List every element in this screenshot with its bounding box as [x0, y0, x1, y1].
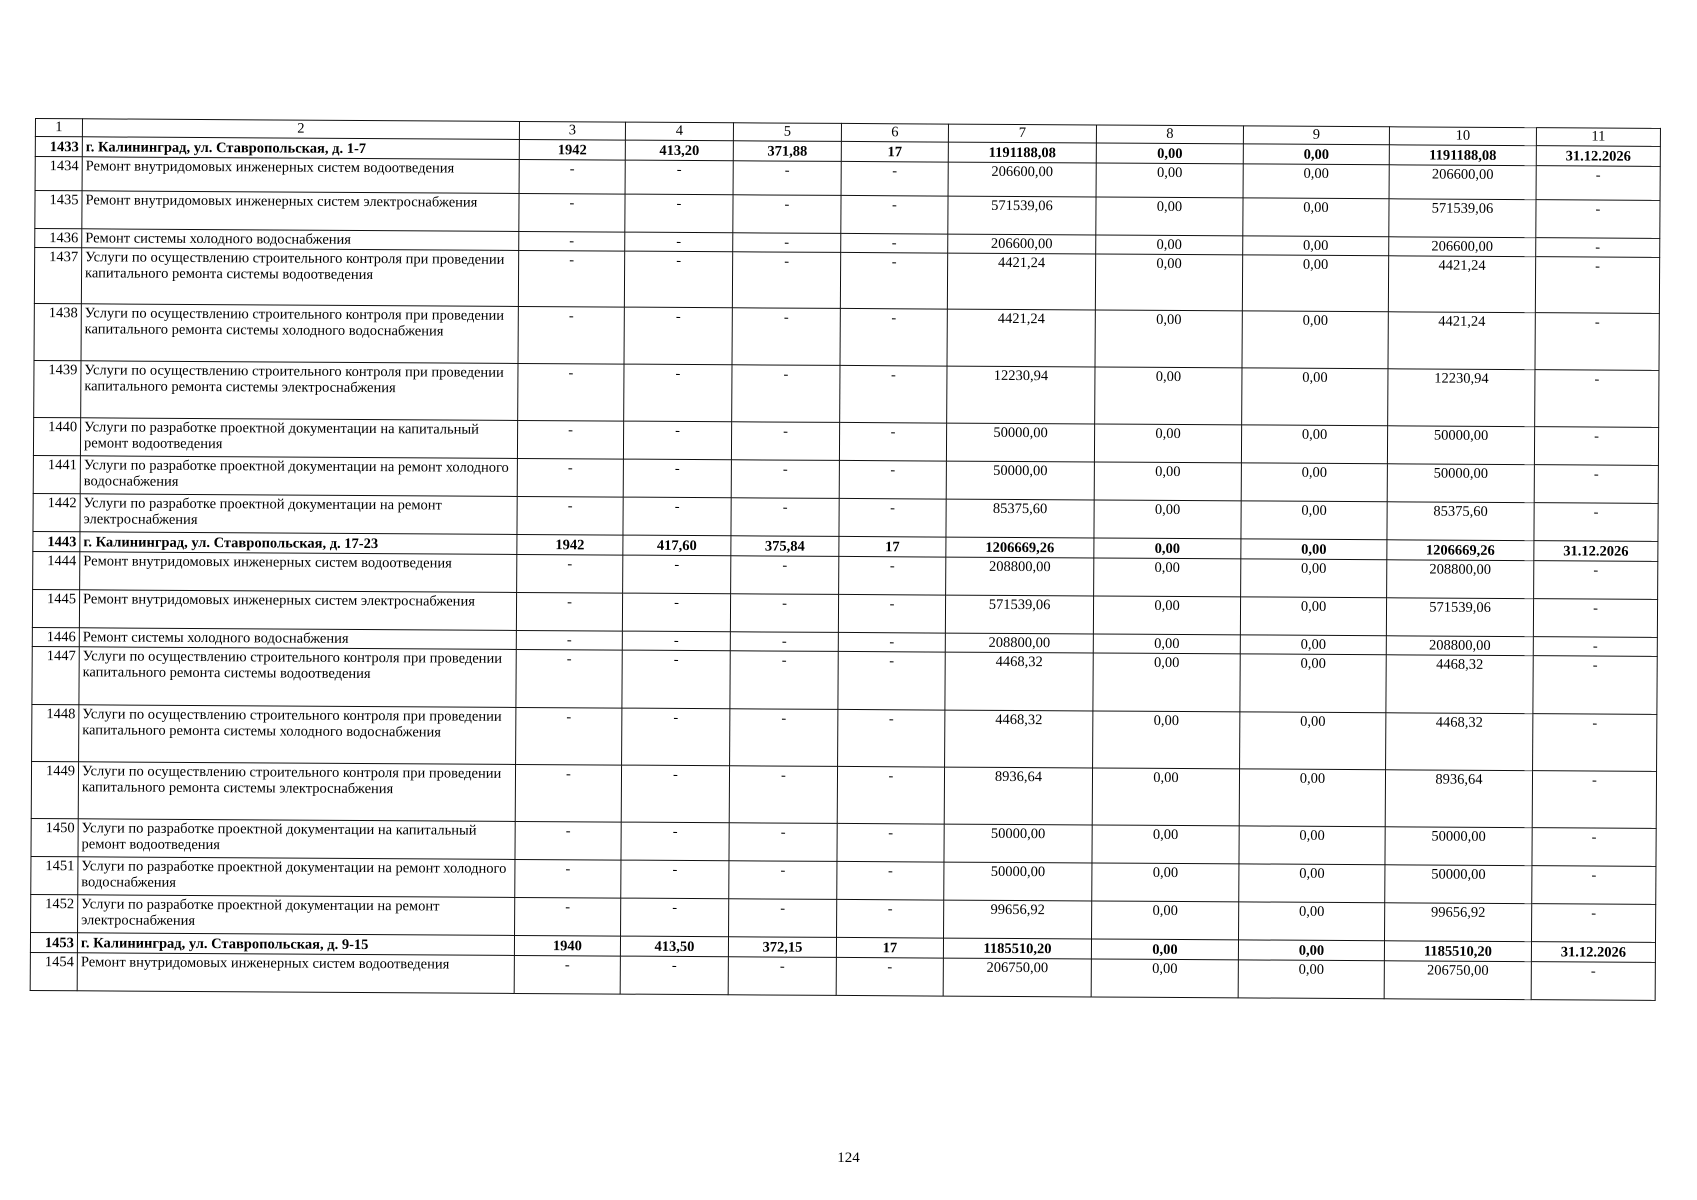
- fund-cell-9: 0,00: [1241, 463, 1387, 502]
- area-total-cell: -: [621, 860, 729, 899]
- fund-cell-9: 0,00: [1240, 654, 1386, 713]
- area-total-cell: -: [620, 956, 728, 995]
- column-header: 3: [519, 121, 625, 140]
- owners-funds-cell: 50000,00: [1387, 426, 1534, 465]
- total-cost-cell: 4468,32: [945, 652, 1093, 711]
- row-number-cell: 1447: [32, 646, 79, 704]
- owners-funds-cell: 8936,64: [1385, 770, 1532, 828]
- residents-cell: -: [839, 422, 946, 461]
- fund-cell-9: 0,00: [1238, 940, 1384, 961]
- fund-cell-8: 0,00: [1095, 310, 1242, 368]
- fund-cell-9: 0,00: [1239, 864, 1385, 903]
- description-cell: Услуги по осуществлению строительного контроля при проведении капитального ремонта системы холодного водоснабжения: [81, 304, 518, 364]
- deadline-cell: -: [1533, 656, 1657, 715]
- total-cost-cell: 208800,00: [945, 633, 1093, 653]
- description-cell: Ремонт внутридомовых инженерных систем электроснабжения: [79, 590, 516, 631]
- area-total-cell: 413,50: [620, 936, 728, 957]
- total-cost-cell: 50000,00: [946, 423, 1094, 462]
- residents-cell: -: [837, 861, 944, 900]
- fund-cell-9: 0,00: [1239, 902, 1385, 941]
- row-number-cell: 1439: [34, 360, 81, 417]
- residents-cell: -: [837, 899, 944, 938]
- owners-funds-cell: 571539,06: [1389, 199, 1536, 238]
- area-total-cell: -: [624, 364, 732, 422]
- deadline-cell: -: [1534, 427, 1658, 466]
- fund-cell-9: 0,00: [1241, 539, 1387, 560]
- area-living-cell: -: [732, 365, 840, 423]
- total-cost-cell: 50000,00: [944, 862, 1092, 901]
- deadline-cell: -: [1533, 714, 1657, 772]
- fund-cell-9: 0,00: [1238, 960, 1384, 999]
- area-living-cell: -: [733, 233, 841, 253]
- fund-cell-9: 0,00: [1243, 164, 1389, 199]
- page-number: 124: [837, 1150, 860, 1166]
- deadline-cell: -: [1536, 200, 1660, 239]
- description-cell: Ремонт внутридомовых инженерных систем электроснабжения: [82, 191, 519, 232]
- row-number-cell: 1452: [31, 894, 78, 932]
- total-cost-cell: 4421,24: [947, 253, 1095, 310]
- owners-funds-cell: 50000,00: [1387, 464, 1534, 503]
- row-number-cell: 1444: [33, 551, 80, 589]
- fund-cell-8: 0,00: [1091, 959, 1238, 998]
- area-living-cell: 372,15: [728, 937, 836, 958]
- area-total-cell: -: [622, 650, 730, 709]
- area-living-cell: -: [729, 823, 837, 862]
- year-cell: -: [515, 821, 621, 860]
- owners-funds-cell: 4468,32: [1386, 655, 1533, 714]
- table-row: [34, 248, 1659, 314]
- row-number-cell: 1433: [35, 137, 82, 157]
- row-number-cell: 1436: [35, 229, 82, 248]
- total-cost-cell: 571539,06: [948, 196, 1096, 235]
- area-living-cell: -: [733, 161, 841, 196]
- area-living-cell: -: [729, 766, 837, 824]
- fund-cell-9: 0,00: [1242, 255, 1388, 312]
- description-cell: Услуги по разработке проектной документации на ремонт холодного водоснабжения: [80, 456, 517, 497]
- residents-cell: -: [841, 195, 948, 234]
- year-cell: -: [514, 955, 620, 994]
- area-total-cell: -: [625, 232, 733, 252]
- fund-cell-8: 0,00: [1092, 901, 1239, 940]
- deadline-cell: -: [1534, 561, 1658, 600]
- deadline-cell: -: [1534, 465, 1658, 504]
- column-header: 7: [948, 124, 1096, 143]
- owners-funds-cell: 12230,94: [1388, 369, 1535, 427]
- column-header: 1: [35, 119, 82, 137]
- year-cell: -: [516, 630, 622, 650]
- row-number-cell: 1438: [34, 303, 81, 360]
- year-cell: -: [515, 897, 621, 936]
- column-header: 5: [733, 123, 841, 142]
- area-living-cell: -: [731, 556, 839, 595]
- area-total-cell: 417,60: [623, 535, 731, 556]
- fund-cell-8: 0,00: [1096, 235, 1243, 255]
- capital-repair-table: [30, 118, 1661, 1001]
- fund-cell-9: 0,00: [1243, 144, 1389, 165]
- row-number-cell: 1453: [30, 932, 77, 952]
- description-cell: Услуги по разработке проектной документации на капитальный ремонт водоотведения: [78, 819, 515, 860]
- residents-cell: -: [841, 233, 948, 253]
- area-living-cell: -: [732, 308, 840, 366]
- year-cell: -: [517, 554, 623, 593]
- description-cell: Услуги по разработке проектной документации на капитальный ремонт водоотведения: [80, 418, 517, 459]
- residents-cell: -: [838, 651, 945, 710]
- year-cell: -: [516, 592, 622, 631]
- fund-cell-9: 0,00: [1239, 826, 1385, 865]
- year-cell: -: [517, 496, 623, 535]
- year-cell: -: [515, 764, 621, 822]
- area-total-cell: -: [624, 251, 732, 308]
- fund-cell-8: 0,00: [1094, 500, 1241, 539]
- residents-cell: 17: [839, 536, 946, 557]
- description-cell: Услуги по осуществлению строительного контроля при проведении капитального ремонта системы водоотведения: [81, 248, 518, 307]
- column-header: 9: [1243, 126, 1389, 145]
- residents-cell: -: [840, 252, 947, 309]
- year-cell: -: [519, 193, 625, 232]
- column-header: 6: [841, 123, 948, 142]
- description-cell: Услуги по разработке проектной документации на ремонт холодного водоснабжения: [78, 857, 515, 898]
- owners-funds-cell: 50000,00: [1385, 827, 1532, 866]
- fund-cell-9: 0,00: [1243, 198, 1389, 237]
- row-number-cell: 1435: [35, 191, 82, 229]
- area-living-cell: -: [732, 252, 840, 309]
- residents-cell: -: [836, 957, 943, 996]
- description-cell: Ремонт системы холодного водоснабжения: [79, 628, 516, 650]
- area-living-cell: -: [729, 861, 837, 900]
- owners-funds-cell: 206750,00: [1384, 961, 1531, 1000]
- area-total-cell: -: [624, 307, 732, 365]
- fund-cell-8: 0,00: [1096, 163, 1243, 198]
- fund-cell-8: 0,00: [1094, 424, 1241, 463]
- deadline-cell: -: [1532, 866, 1656, 905]
- description-cell: Услуги по осуществлению строительного контроля при проведении капитального ремонта системы электроснабжения: [81, 361, 518, 421]
- residents-cell: -: [840, 365, 947, 423]
- residents-cell: -: [839, 460, 946, 499]
- deadline-cell: -: [1536, 238, 1660, 258]
- table-row: [31, 761, 1656, 828]
- year-cell: 1942: [519, 139, 625, 160]
- total-cost-cell: 206750,00: [943, 958, 1091, 997]
- row-number-cell: 1434: [35, 157, 82, 191]
- owners-funds-cell: 206600,00: [1389, 165, 1536, 200]
- fund-cell-9: 0,00: [1240, 597, 1386, 636]
- fund-cell-8: 0,00: [1094, 558, 1241, 597]
- table-row: [34, 360, 1659, 427]
- area-living-cell: -: [730, 632, 838, 652]
- owners-funds-cell: 208800,00: [1387, 560, 1534, 599]
- year-cell: -: [518, 363, 624, 421]
- residents-cell: 17: [836, 937, 943, 958]
- fund-cell-9: 0,00: [1242, 311, 1388, 369]
- fund-cell-8: 0,00: [1092, 768, 1239, 826]
- owners-funds-cell: 1191188,08: [1389, 145, 1536, 166]
- fund-cell-8: 0,00: [1093, 634, 1240, 654]
- total-cost-cell: 4421,24: [947, 309, 1095, 367]
- table-row: [32, 646, 1657, 714]
- residents-cell: -: [838, 594, 945, 633]
- fund-cell-8: 0,00: [1095, 254, 1242, 311]
- fund-cell-9: 0,00: [1241, 425, 1387, 464]
- description-cell: Услуги по осуществлению строительного контроля при проведении капитального ремонта системы холодного водоснабжения: [79, 705, 516, 765]
- deadline-cell: -: [1533, 637, 1657, 657]
- year-cell: -: [516, 649, 622, 708]
- area-living-cell: -: [730, 594, 838, 633]
- owners-funds-cell: 4421,24: [1388, 312, 1535, 370]
- fund-cell-9: 0,00: [1239, 769, 1385, 827]
- fund-cell-9: 0,00: [1240, 635, 1386, 655]
- total-cost-cell: 208800,00: [946, 557, 1094, 596]
- year-cell: -: [518, 306, 624, 364]
- year-cell: -: [515, 859, 621, 898]
- total-cost-cell: 1206669,26: [946, 537, 1094, 558]
- deadline-cell: 31.12.2026: [1534, 541, 1658, 562]
- area-living-cell: 375,84: [731, 536, 839, 557]
- owners-funds-cell: 1206669,26: [1387, 540, 1534, 561]
- total-cost-cell: 1191188,08: [948, 142, 1096, 163]
- row-number-cell: 1448: [32, 704, 79, 761]
- area-total-cell: -: [622, 593, 730, 632]
- residents-cell: -: [839, 498, 946, 537]
- fund-cell-8: 0,00: [1093, 653, 1240, 712]
- area-total-cell: -: [622, 631, 730, 651]
- year-cell: -: [518, 250, 624, 307]
- row-number-cell: 1441: [33, 455, 80, 493]
- total-cost-cell: 8936,64: [944, 767, 1092, 825]
- total-cost-cell: 206600,00: [948, 234, 1096, 254]
- row-number-cell: 1454: [30, 952, 77, 990]
- owners-funds-cell: 1185510,20: [1384, 941, 1531, 962]
- owners-funds-cell: 571539,06: [1386, 598, 1533, 637]
- row-number-cell: 1443: [33, 531, 80, 551]
- total-cost-cell: 571539,06: [945, 595, 1093, 634]
- residents-cell: 17: [841, 141, 948, 162]
- residents-cell: -: [837, 823, 944, 862]
- residents-cell: -: [837, 766, 944, 824]
- table-row: [32, 704, 1657, 771]
- residents-cell: -: [838, 632, 945, 652]
- year-cell: -: [516, 707, 622, 765]
- description-cell: Ремонт внутридомовых инженерных систем водоотведения: [77, 953, 514, 994]
- table-row: [34, 303, 1659, 370]
- area-total-cell: -: [623, 459, 731, 498]
- description-cell: Ремонт внутридомовых инженерных систем водоотведения: [80, 552, 517, 593]
- fund-cell-9: 0,00: [1241, 559, 1387, 598]
- description-cell: Услуги по разработке проектной документации на ремонт электроснабжения: [78, 895, 515, 936]
- area-total-cell: -: [623, 555, 731, 594]
- area-total-cell: -: [625, 194, 733, 233]
- fund-cell-9: 0,00: [1241, 501, 1387, 540]
- fund-cell-9: 0,00: [1243, 236, 1389, 256]
- area-total-cell: -: [625, 160, 733, 195]
- deadline-cell: -: [1532, 771, 1656, 829]
- area-living-cell: -: [728, 957, 836, 996]
- year-cell: -: [517, 458, 623, 497]
- column-header: 2: [82, 119, 519, 140]
- area-total-cell: -: [621, 822, 729, 861]
- owners-funds-cell: 99656,92: [1384, 903, 1531, 942]
- row-number-cell: 1440: [33, 417, 80, 455]
- row-number-cell: 1437: [34, 248, 81, 304]
- row-number-cell: 1450: [31, 818, 78, 856]
- area-living-cell: -: [730, 709, 838, 767]
- deadline-cell: -: [1531, 962, 1655, 1001]
- fund-cell-8: 0,00: [1094, 462, 1241, 501]
- description-cell: Услуги по осуществлению строительного контроля при проведении капитального ремонта системы водоотведения: [79, 647, 516, 708]
- year-cell: -: [519, 231, 625, 251]
- area-living-cell: -: [730, 651, 838, 710]
- total-cost-cell: 4468,32: [945, 710, 1093, 768]
- deadline-cell: -: [1535, 257, 1659, 314]
- deadline-cell: -: [1536, 166, 1660, 201]
- description-cell: Ремонт внутридомовых инженерных систем водоотведения: [82, 157, 519, 194]
- area-living-cell: -: [731, 422, 839, 461]
- total-cost-cell: 1185510,20: [943, 938, 1091, 959]
- description-cell: г. Калининград, ул. Ставропольская, д. 1-7: [82, 137, 519, 160]
- area-living-cell: -: [731, 460, 839, 499]
- column-header: 8: [1096, 125, 1243, 144]
- fund-cell-8: 0,00: [1091, 939, 1238, 960]
- column-header: 10: [1389, 127, 1536, 146]
- owners-funds-cell: 50000,00: [1385, 865, 1532, 904]
- deadline-cell: 31.12.2026: [1536, 146, 1660, 167]
- fund-cell-8: 0,00: [1096, 197, 1243, 236]
- owners-funds-cell: 4421,24: [1388, 256, 1535, 313]
- row-number-cell: 1449: [31, 761, 78, 818]
- deadline-cell: -: [1535, 370, 1659, 428]
- area-total-cell: 413,20: [625, 140, 733, 161]
- area-total-cell: -: [621, 765, 729, 823]
- fund-cell-8: 0,00: [1092, 863, 1239, 902]
- total-cost-cell: 85375,60: [946, 499, 1094, 538]
- deadline-cell: -: [1535, 313, 1659, 371]
- column-header: 4: [625, 122, 733, 141]
- fund-cell-9: 0,00: [1242, 368, 1388, 426]
- area-living-cell: -: [733, 195, 841, 234]
- row-number-cell: 1446: [32, 627, 79, 646]
- fund-cell-8: 0,00: [1094, 538, 1241, 559]
- description-cell: Услуги по осуществлению строительного контроля при проведении капитального ремонта системы электроснабжения: [78, 762, 515, 822]
- table-body: [30, 137, 1660, 1001]
- year-cell: -: [517, 420, 623, 459]
- row-number-cell: 1451: [31, 856, 78, 894]
- total-cost-cell: 50000,00: [946, 461, 1094, 500]
- total-cost-cell: 206600,00: [948, 162, 1096, 197]
- fund-cell-8: 0,00: [1093, 596, 1240, 635]
- year-cell: 1942: [517, 534, 623, 555]
- fund-cell-8: 0,00: [1096, 143, 1243, 164]
- deadline-cell: 31.12.2026: [1531, 942, 1655, 963]
- fund-cell-8: 0,00: [1092, 825, 1239, 864]
- description-cell: г. Калининград, ул. Ставропольская, д. 17-23: [80, 532, 517, 555]
- residents-cell: -: [840, 308, 947, 366]
- deadline-cell: -: [1534, 503, 1658, 542]
- residents-cell: -: [839, 556, 946, 595]
- owners-funds-cell: 4468,32: [1386, 713, 1533, 771]
- description-cell: Услуги по разработке проектной документации на ремонт электроснабжения: [80, 494, 517, 535]
- deadline-cell: -: [1533, 599, 1657, 638]
- area-living-cell: -: [729, 899, 837, 938]
- fund-cell-8: 0,00: [1095, 367, 1242, 425]
- total-cost-cell: 12230,94: [947, 366, 1095, 424]
- row-number-cell: 1445: [32, 589, 79, 627]
- total-cost-cell: 50000,00: [944, 824, 1092, 863]
- area-total-cell: -: [623, 497, 731, 536]
- area-living-cell: -: [731, 498, 839, 537]
- area-total-cell: -: [623, 421, 731, 460]
- row-number-cell: 1442: [33, 493, 80, 531]
- residents-cell: -: [841, 161, 948, 196]
- deadline-cell: -: [1532, 828, 1656, 867]
- deadline-cell: -: [1531, 904, 1655, 943]
- owners-funds-cell: 208800,00: [1386, 636, 1533, 656]
- area-living-cell: 371,88: [733, 141, 841, 162]
- area-total-cell: -: [622, 708, 730, 766]
- owners-funds-cell: 85375,60: [1387, 502, 1534, 541]
- fund-cell-9: 0,00: [1240, 712, 1386, 770]
- year-cell: -: [519, 159, 625, 194]
- area-total-cell: -: [621, 898, 729, 937]
- owners-funds-cell: 206600,00: [1389, 237, 1536, 257]
- description-cell: Ремонт системы холодного водоснабжения: [82, 229, 519, 251]
- column-header: 11: [1536, 128, 1660, 147]
- total-cost-cell: 99656,92: [944, 900, 1092, 939]
- description-cell: г. Калининград, ул. Ставропольская, д. 9-15: [77, 933, 514, 956]
- fund-cell-8: 0,00: [1093, 711, 1240, 769]
- residents-cell: -: [838, 709, 945, 767]
- year-cell: 1940: [514, 935, 620, 956]
